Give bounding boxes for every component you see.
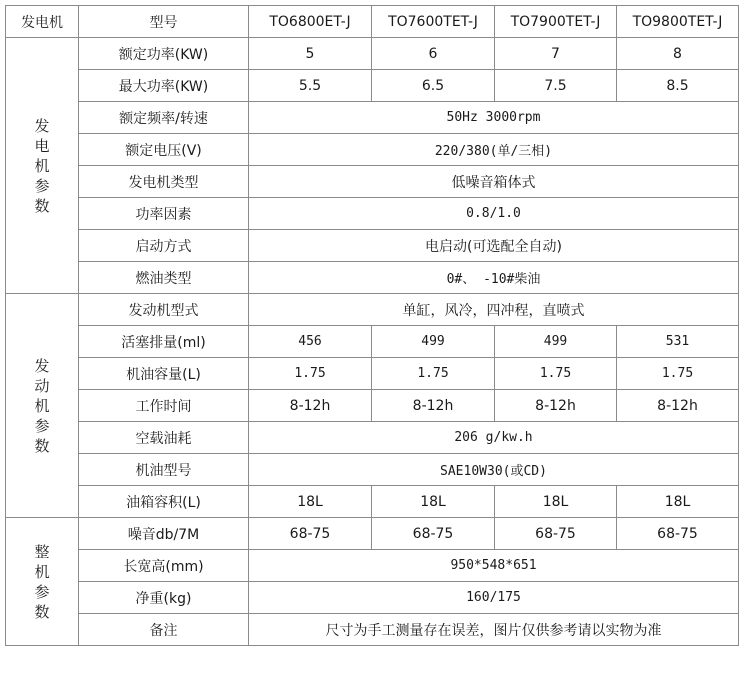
table-row xyxy=(6,390,739,422)
cell-value: 8-12h xyxy=(249,390,372,422)
table-row xyxy=(6,486,739,518)
row-label: 最大功率(KW) xyxy=(79,70,249,102)
cell-value: 电启动(可选配全自动) xyxy=(249,230,739,262)
table-row xyxy=(6,38,739,70)
cell-value: 68-75 xyxy=(372,518,495,550)
row-label: 工作时间 xyxy=(79,390,249,422)
row-label: 机油型号 xyxy=(79,454,249,486)
row-label: 额定电压(V) xyxy=(79,134,249,166)
cell-value: 单缸，风冷，四冲程，直喷式 xyxy=(249,294,739,326)
cell-value: 7.5 xyxy=(495,70,617,102)
corner-cell: 发电机 xyxy=(6,6,79,38)
row-label: 备注 xyxy=(79,614,249,646)
model-label: 型号 xyxy=(79,6,249,38)
cell-value: 1.75 xyxy=(495,358,617,390)
cell-value: 18L xyxy=(617,486,739,518)
cell-value: 8-12h xyxy=(617,390,739,422)
row-label: 发动机型式 xyxy=(79,294,249,326)
table-row xyxy=(6,550,739,582)
table-row xyxy=(6,582,739,614)
table-row xyxy=(6,102,739,134)
row-label: 长宽高(mm) xyxy=(79,550,249,582)
cell-value: 8.5 xyxy=(617,70,739,102)
cell-value: 68-75 xyxy=(249,518,372,550)
cell-value: 5 xyxy=(249,38,372,70)
cell-value: 5.5 xyxy=(249,70,372,102)
cell-value: 7 xyxy=(495,38,617,70)
table-row xyxy=(6,614,739,646)
group-engine: 发动机参数 xyxy=(6,294,79,518)
cell-value: 68-75 xyxy=(495,518,617,550)
cell-value: 160/175 xyxy=(249,582,739,614)
row-label: 空载油耗 xyxy=(79,422,249,454)
group-generator: 发电机参数 xyxy=(6,38,79,294)
table-row xyxy=(6,518,739,550)
row-label: 噪音db/7M xyxy=(79,518,249,550)
row-label: 机油容量(L) xyxy=(79,358,249,390)
table-row xyxy=(6,166,739,198)
cell-value: 1.75 xyxy=(617,358,739,390)
cell-value: 531 xyxy=(617,326,739,358)
cell-value: 50Hz 3000rpm xyxy=(249,102,739,134)
cell-value: 1.75 xyxy=(372,358,495,390)
cell-value: 0.8/1.0 xyxy=(249,198,739,230)
table-row xyxy=(6,198,739,230)
cell-value: 18L xyxy=(495,486,617,518)
row-label: 燃油类型 xyxy=(79,262,249,294)
cell-value: 低噪音箱体式 xyxy=(249,166,739,198)
cell-value: 6 xyxy=(372,38,495,70)
table-row xyxy=(6,230,739,262)
cell-value: 18L xyxy=(372,486,495,518)
row-label: 启动方式 xyxy=(79,230,249,262)
row-label: 功率因素 xyxy=(79,198,249,230)
cell-value: 68-75 xyxy=(617,518,739,550)
cell-value: 8 xyxy=(617,38,739,70)
cell-value: SAE10W30(或CD) xyxy=(249,454,739,486)
row-label: 油箱容积(L) xyxy=(79,486,249,518)
row-label: 发电机类型 xyxy=(79,166,249,198)
cell-value: 6.5 xyxy=(372,70,495,102)
cell-value: 499 xyxy=(495,326,617,358)
cell-value: 950*548*651 xyxy=(249,550,739,582)
cell-value: 1.75 xyxy=(249,358,372,390)
spec-table xyxy=(5,5,739,646)
table-row xyxy=(6,422,739,454)
model-name: TO7600TET-J xyxy=(372,6,495,38)
table-row xyxy=(6,358,739,390)
table-row xyxy=(6,70,739,102)
row-label: 额定频率/转速 xyxy=(79,102,249,134)
model-name: TO9800TET-J xyxy=(617,6,739,38)
model-name: TO6800ET-J xyxy=(249,6,372,38)
header-row xyxy=(6,6,739,38)
row-label: 活塞排量(ml) xyxy=(79,326,249,358)
table-row xyxy=(6,262,739,294)
cell-value: 0#、 -10#柴油 xyxy=(249,262,739,294)
row-label: 额定功率(KW) xyxy=(79,38,249,70)
row-label: 净重(kg) xyxy=(79,582,249,614)
cell-value: 456 xyxy=(249,326,372,358)
table-row xyxy=(6,294,739,326)
cell-value: 18L xyxy=(249,486,372,518)
cell-value: 206 g/kw.h xyxy=(249,422,739,454)
group-whole: 整机参数 xyxy=(6,518,79,646)
model-name: TO7900TET-J xyxy=(495,6,617,38)
table-row xyxy=(6,134,739,166)
cell-value: 尺寸为手工测量存在误差，图片仅供参考请以实物为准 xyxy=(249,614,739,646)
cell-value: 8-12h xyxy=(372,390,495,422)
cell-value: 499 xyxy=(372,326,495,358)
table-row xyxy=(6,454,739,486)
table-row xyxy=(6,326,739,358)
cell-value: 220/380(单/三相) xyxy=(249,134,739,166)
cell-value: 8-12h xyxy=(495,390,617,422)
